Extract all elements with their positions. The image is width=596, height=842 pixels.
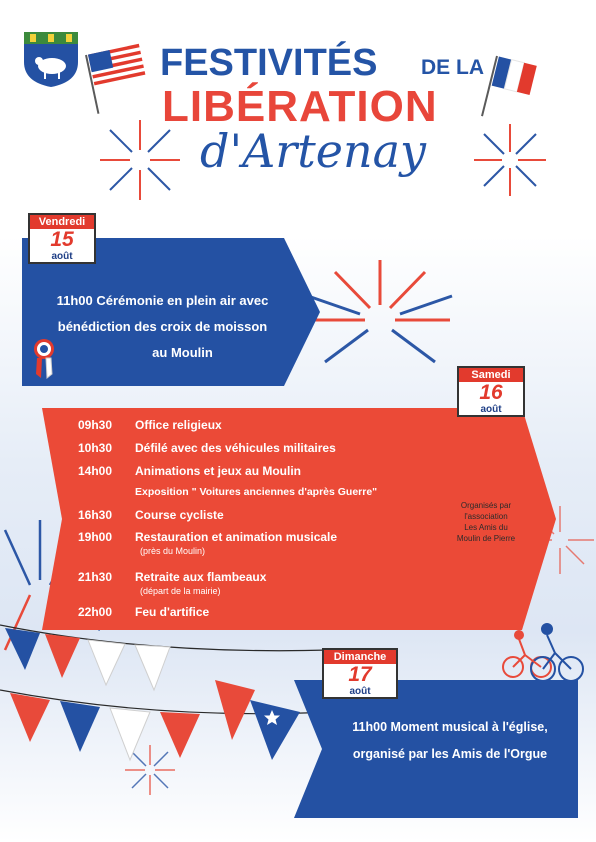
organizers-note [446,500,526,544]
event-text: Office religieux [135,418,222,432]
event-text: Restauration et animation musicale [135,530,338,544]
france-flag-icon [482,56,537,126]
title-artenay: d'Artenay [200,124,427,178]
saturday-calendar-icon [457,366,525,417]
sunday-description [322,714,578,768]
coat-of-arms-icon [22,30,80,88]
event-time: 10h30 [78,441,113,455]
event-time: 22h00 [78,605,113,619]
sunday-calendar-icon [322,648,398,699]
bunting-decoration [0,625,330,760]
sunday-line-2: organisé par les Amis de l'Orgue [352,747,548,761]
event-text: Course cycliste [135,508,224,522]
firework-left-icon [100,120,180,200]
friday-date: 15 [50,228,74,251]
title-de-la: DE LA [421,56,484,79]
event-time: 19h00 [78,530,113,544]
event-time: 14h00 [78,464,113,478]
friday-day-label: Vendredi [30,215,94,229]
event-text: Feu d'artifice [135,605,210,619]
event-text: Animations et jeux au Moulin [135,464,302,478]
friday-month: août [51,251,73,262]
usa-flag-icon [86,44,151,114]
event-time: 16h30 [78,508,113,522]
title-festivites: FESTIVITÉS [160,42,378,84]
event-subtext: (près du Moulin) [140,546,206,556]
event-time: 09h30 [78,418,113,432]
saturday-month: août [480,404,502,415]
friday-line-1: 11h00 Cérémonie en plein air avec [56,293,269,308]
cyclist-icon [503,624,583,681]
event-time: 21h30 [78,570,113,584]
friday-line-3: au Moulin [152,345,213,360]
organizers-line: Organisés par [460,501,512,510]
event-text: Retraite aux flambeaux [135,570,267,584]
event-text: Défilé avec des véhicules militaires [135,441,336,455]
organizers-line: Les Amis du [464,523,508,532]
organizers-line: l'association [464,512,508,521]
firework-right-icon [474,124,546,196]
event-text: Exposition " Voitures anciennes d'après Guerre" [135,486,378,498]
friday-line-2: bénédiction des croix de moisson [57,319,268,334]
saturday-date: 16 [479,381,503,404]
saturday-day-label: Samedi [459,368,523,382]
rosette-icon [33,338,55,380]
sunday-month: août [349,686,371,697]
friday-description [30,288,295,366]
organizers-line: Moulin de Pierre [456,534,516,543]
firework-center-icon [308,260,452,362]
event-subtext: (départ de la mairie) [140,586,221,596]
title-liberation: LIBÉRATION [162,82,438,131]
sunday-date: 17 [348,663,372,686]
friday-calendar-icon [28,213,96,264]
sunday-line-1: 11h00 Moment musical à l'église, [352,720,548,734]
sunday-day-label: Dimanche [324,650,396,664]
